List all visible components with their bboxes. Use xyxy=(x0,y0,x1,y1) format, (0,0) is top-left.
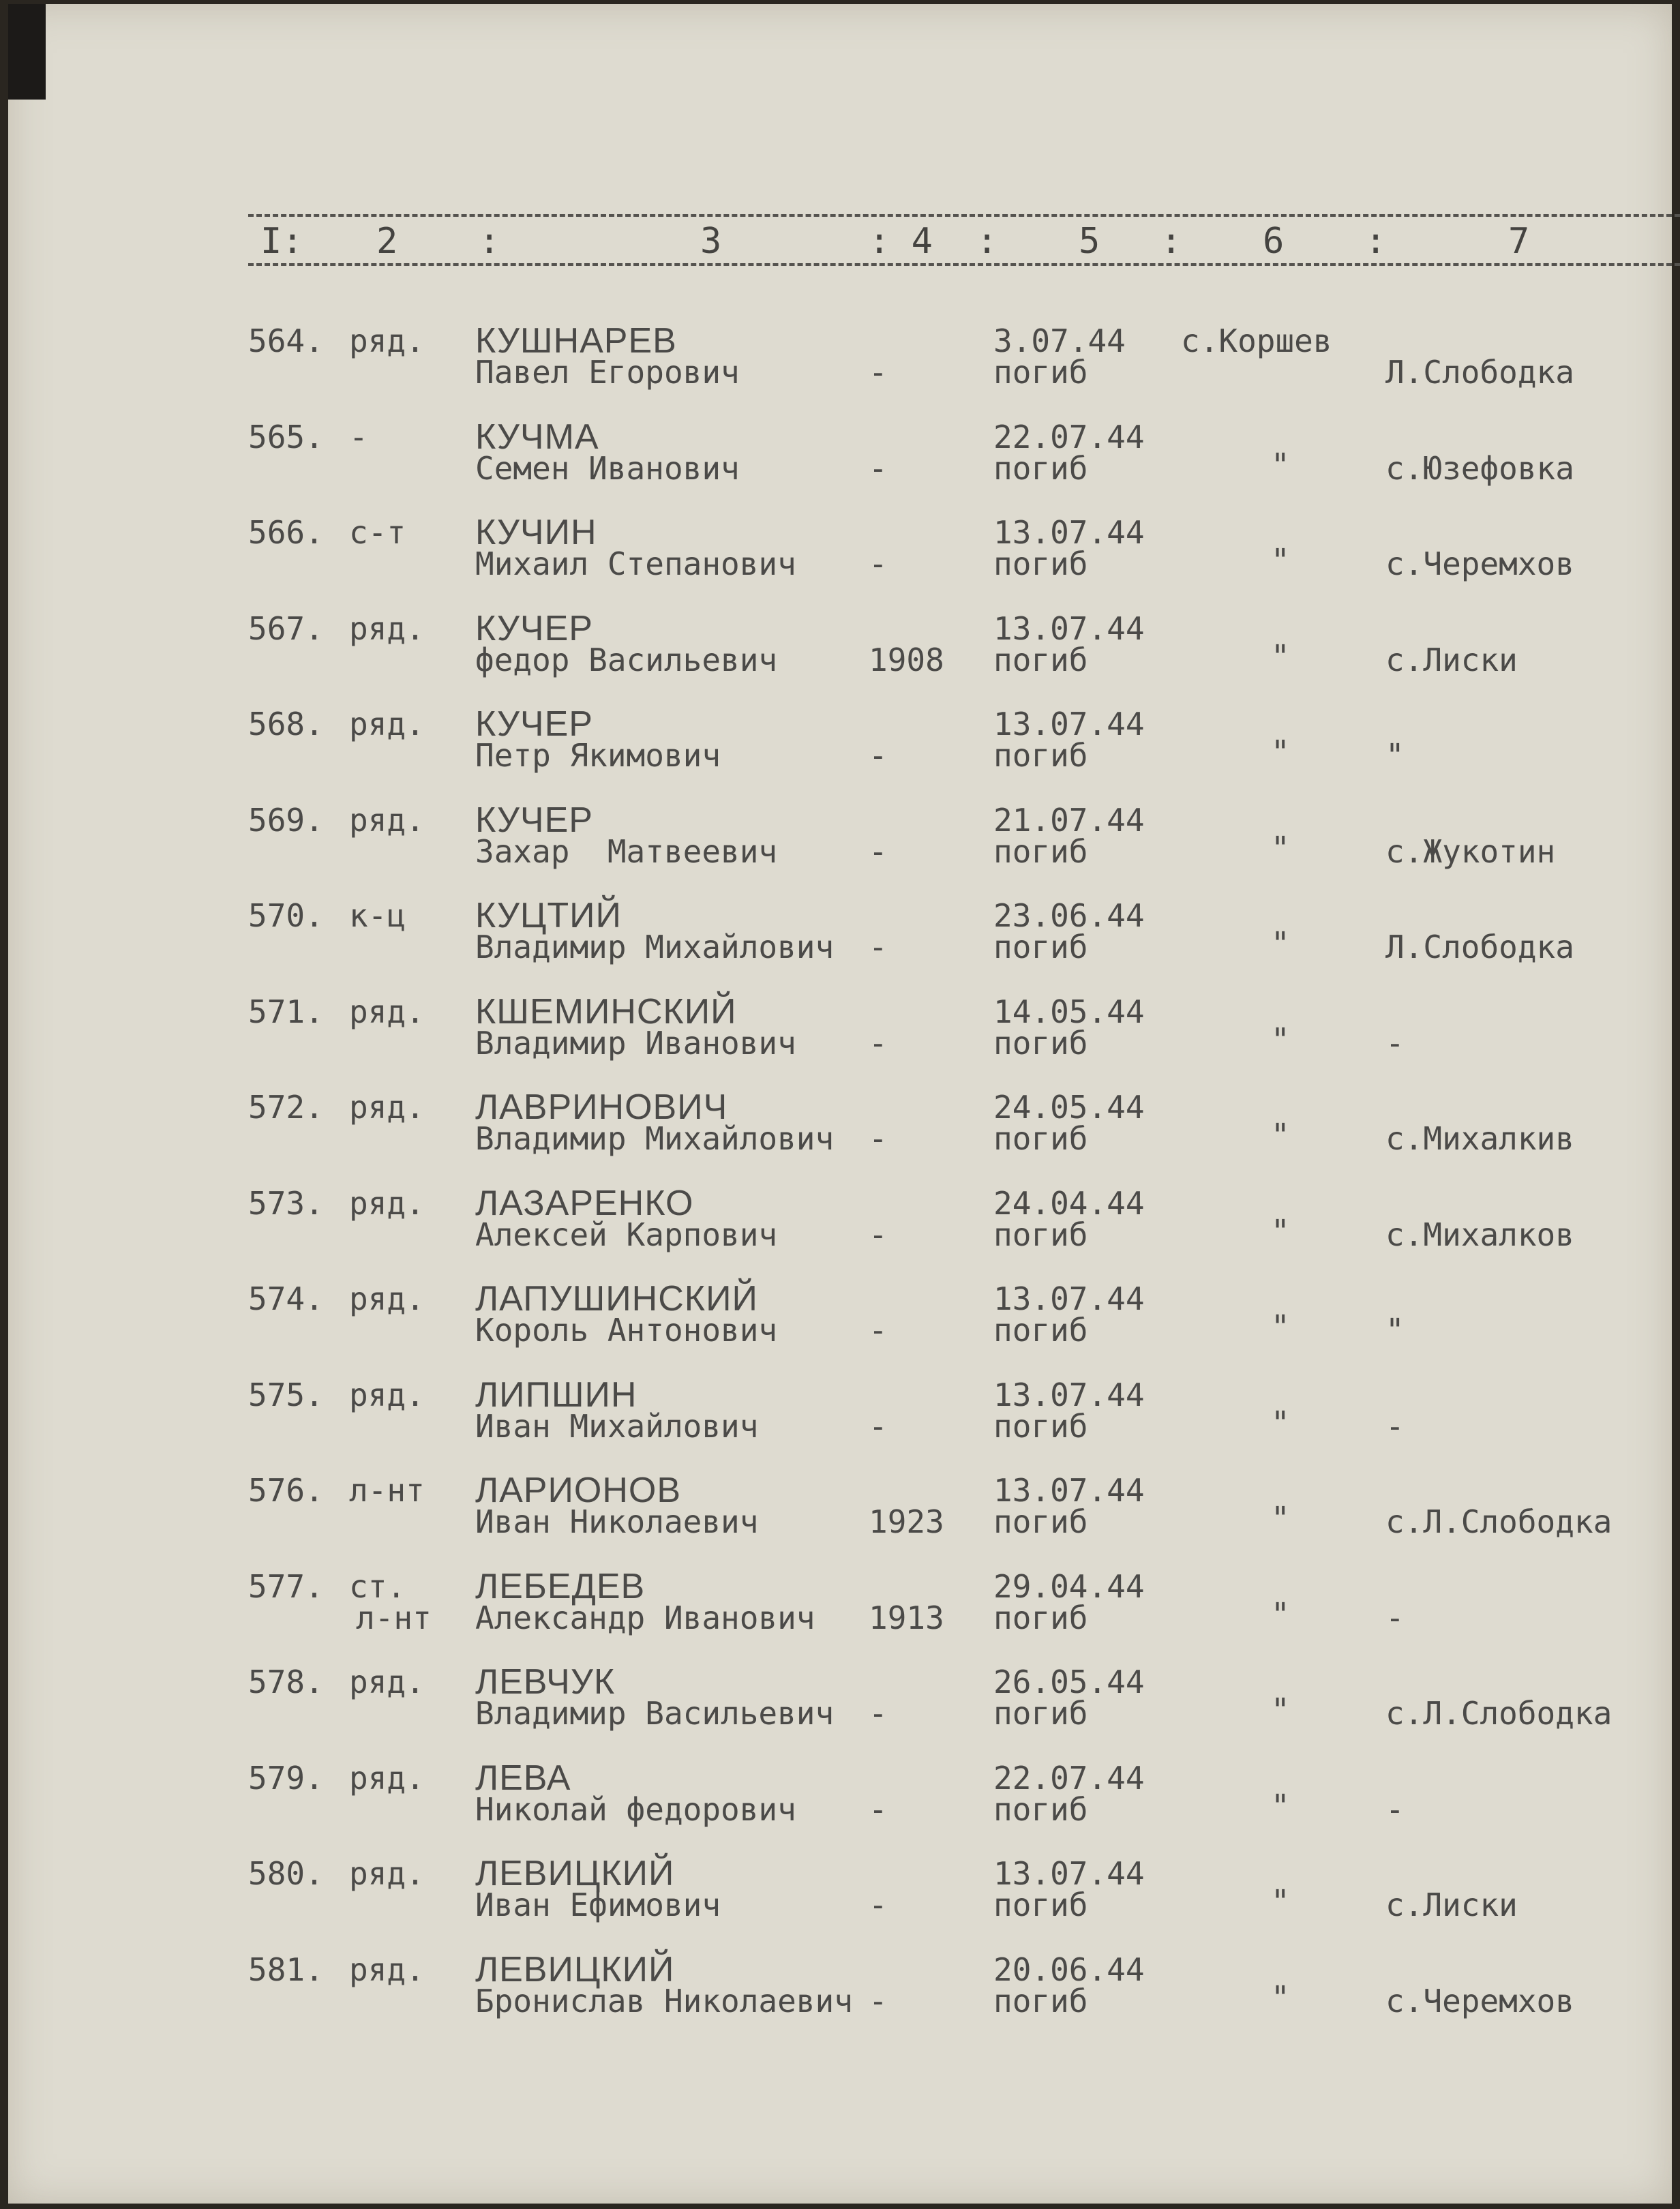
record-num: 567. xyxy=(248,610,324,647)
record-row xyxy=(8,513,1672,612)
document-page xyxy=(8,4,1672,2204)
record-rank: ряд. xyxy=(349,1280,425,1317)
record-given: Король Антонович xyxy=(475,1312,778,1349)
record-status: погиб xyxy=(993,737,1088,774)
header-sep-1: : xyxy=(479,221,500,262)
record-rank2: л-нт xyxy=(356,1599,432,1636)
record-surname: ЛАРИОНОВ xyxy=(475,1471,681,1510)
header-col-2: 2 xyxy=(376,221,398,262)
record-date: 22.07.44 xyxy=(993,418,1145,455)
record-status: погиб xyxy=(993,1216,1088,1253)
record-given: Владимир Васильевич xyxy=(475,1695,835,1732)
record-row xyxy=(8,1374,1672,1474)
record-year: 1923 xyxy=(869,1503,944,1540)
record-rank: с-т xyxy=(349,514,406,551)
record-row xyxy=(8,1087,1672,1186)
record-place: Л.Слободка xyxy=(1385,354,1574,391)
record-surname: ЛАПУШИНСКИЙ xyxy=(475,1279,758,1319)
record-rank: ряд. xyxy=(349,1184,425,1222)
record-num: 571. xyxy=(248,993,324,1030)
record-rank: ряд. xyxy=(349,1951,425,1988)
record-rank: л-нт xyxy=(349,1472,425,1509)
header-dash-bottom xyxy=(248,263,1680,266)
record-given: Владимир Иванович xyxy=(475,1024,796,1062)
record-status: погиб xyxy=(993,1407,1088,1445)
record-row xyxy=(8,896,1672,995)
record-mark: " xyxy=(1271,1500,1290,1537)
record-year: - xyxy=(869,737,888,774)
record-status: погиб xyxy=(993,1599,1088,1636)
record-num: 577. xyxy=(248,1567,324,1605)
record-date: 21.07.44 xyxy=(993,801,1145,839)
record-row xyxy=(8,1471,1672,1569)
record-num: 566. xyxy=(248,514,324,551)
record-place: с.Михалков xyxy=(1385,1216,1574,1253)
record-date: 29.04.44 xyxy=(993,1567,1145,1605)
record-given: Петр Якимович xyxy=(475,737,721,774)
record-surname: ЛАЗАРЕНКО xyxy=(475,1183,694,1223)
record-date: 20.06.44 xyxy=(993,1951,1145,1988)
record-rank: ряд. xyxy=(349,1089,425,1126)
header-col-4: : 4 xyxy=(869,221,933,262)
record-surname: ЛИПШИН xyxy=(475,1374,638,1415)
record-num: 574. xyxy=(248,1280,324,1317)
record-year: 1913 xyxy=(869,1599,944,1636)
record-year: - xyxy=(869,832,888,870)
record-given: Алексей Карпович xyxy=(475,1216,778,1253)
record-year: - xyxy=(869,1407,888,1445)
record-place: " xyxy=(1385,737,1405,774)
record-given: Захар Матвеевич xyxy=(475,832,778,870)
header-sep-3: : xyxy=(1160,221,1182,262)
record-mark: " xyxy=(1271,1692,1290,1728)
record-year: - xyxy=(869,1024,888,1062)
record-status: погиб xyxy=(993,1120,1088,1157)
record-status: погиб xyxy=(993,1982,1088,2019)
record-rank: ряд. xyxy=(349,1664,425,1700)
record-date: 22.07.44 xyxy=(993,1759,1145,1797)
record-date: 13.07.44 xyxy=(993,706,1145,742)
record-year: - xyxy=(869,449,888,487)
record-given: Семен Иванович xyxy=(475,449,740,487)
record-place: с.Юзефовка xyxy=(1385,449,1574,487)
record-year: - xyxy=(869,1887,888,1923)
record-date: 13.07.44 xyxy=(993,514,1145,551)
record-date: 24.04.44 xyxy=(993,1184,1145,1222)
record-date: 13.07.44 xyxy=(993,1376,1145,1413)
record-date: 14.05.44 xyxy=(993,993,1145,1030)
record-row xyxy=(8,321,1672,420)
record-place: - xyxy=(1385,1407,1405,1445)
record-mark: " xyxy=(1271,1308,1290,1345)
record-rank: ряд. xyxy=(349,1759,425,1797)
record-mark: " xyxy=(1271,1404,1290,1441)
record-year: - xyxy=(869,1695,888,1732)
record-year: - xyxy=(869,1216,888,1253)
record-place: - xyxy=(1385,1599,1405,1636)
record-row xyxy=(8,608,1672,708)
record-row xyxy=(8,1758,1672,1857)
record-num: 568. xyxy=(248,706,324,742)
record-row xyxy=(8,1279,1672,1378)
record-year: - xyxy=(869,929,888,965)
record-place: с.Лиски xyxy=(1385,641,1518,678)
record-given: Иван Николаевич xyxy=(475,1503,759,1540)
record-rank: ряд. xyxy=(349,706,425,742)
header-col-7: 7 xyxy=(1508,221,1530,262)
record-rank: ряд. xyxy=(349,1855,425,1892)
record-place: с.Черемхов xyxy=(1385,1982,1574,2019)
record-place: " xyxy=(1385,1312,1405,1349)
record-num: 565. xyxy=(248,418,324,455)
record-surname: КШЕМИНСКИЙ xyxy=(475,991,737,1032)
record-given: Иван Михайлович xyxy=(475,1407,759,1445)
record-date: 26.05.44 xyxy=(993,1664,1145,1700)
record-mark: " xyxy=(1271,637,1290,675)
record-surname: КУШНАРЕВ xyxy=(475,321,677,361)
record-date: 13.07.44 xyxy=(993,1472,1145,1509)
record-mark: " xyxy=(1271,542,1290,579)
header-sep-4: : xyxy=(1365,221,1387,262)
record-status: погиб xyxy=(993,545,1088,582)
record-mark: " xyxy=(1271,1787,1290,1824)
record-given: Николай федорович xyxy=(475,1790,796,1828)
record-year: 1908 xyxy=(869,641,944,678)
record-mark: " xyxy=(1271,1117,1290,1154)
record-surname: КУЧЕР xyxy=(475,800,593,840)
record-year: - xyxy=(869,1120,888,1157)
record-place: с.Лиски xyxy=(1385,1887,1518,1923)
header-col-5: 5 xyxy=(1079,221,1100,262)
record-rank: ряд. xyxy=(349,610,425,647)
record-surname: ЛАВРИНОВИЧ xyxy=(475,1087,728,1127)
header-sep-2: : xyxy=(976,221,998,262)
record-year: - xyxy=(869,1312,888,1349)
record-row xyxy=(8,417,1672,516)
record-place: Л.Слободка xyxy=(1385,929,1574,965)
record-surname: КУЧЕР xyxy=(475,704,593,744)
record-status: погиб xyxy=(993,354,1088,391)
record-status: погиб xyxy=(993,1790,1088,1828)
record-date: 13.07.44 xyxy=(993,610,1145,647)
binder-tab xyxy=(8,4,46,100)
record-num: 581. xyxy=(248,1951,324,1988)
record-rank: - xyxy=(349,418,368,455)
record-num: 575. xyxy=(248,1376,324,1413)
record-mark: " xyxy=(1271,446,1290,483)
record-num: 564. xyxy=(248,322,324,359)
record-mark: " xyxy=(1271,1021,1290,1058)
record-mark: " xyxy=(1271,734,1290,770)
record-mark: " xyxy=(1271,1212,1290,1250)
record-rank: ряд. xyxy=(349,993,425,1030)
record-date: 23.06.44 xyxy=(993,897,1145,934)
record-status: погиб xyxy=(993,449,1088,487)
record-row xyxy=(8,991,1672,1091)
record-num: 576. xyxy=(248,1472,324,1509)
record-num: 579. xyxy=(248,1759,324,1797)
record-place: с.Михалкив xyxy=(1385,1120,1574,1157)
record-row xyxy=(8,1854,1672,1953)
record-rank: к-ц xyxy=(349,897,406,934)
record-num: 573. xyxy=(248,1184,324,1222)
header-col-1: I: xyxy=(260,221,303,262)
record-surname: КУЧЕР xyxy=(475,608,593,648)
record-surname: ЛЕВА xyxy=(475,1758,571,1798)
record-status: погиб xyxy=(993,832,1088,870)
record-given: Владимир Михайлович xyxy=(475,1120,835,1157)
record-num: 580. xyxy=(248,1855,324,1892)
record-given: Павел Егорович xyxy=(475,354,740,391)
header-dash-top xyxy=(248,214,1680,217)
record-rank: ст. xyxy=(349,1567,406,1605)
header-col-6: 6 xyxy=(1263,221,1285,262)
record-row xyxy=(8,1662,1672,1761)
record-year: - xyxy=(869,1982,888,2019)
record-year: - xyxy=(869,1790,888,1828)
record-row xyxy=(8,1183,1672,1282)
record-date: 3.07.44 xyxy=(993,322,1126,359)
record-given: федор Васильевич xyxy=(475,641,778,678)
record-status: погиб xyxy=(993,1503,1088,1540)
record-status: погиб xyxy=(993,929,1088,965)
record-surname: КУЧМА xyxy=(475,417,599,457)
record-year: - xyxy=(869,354,888,391)
record-place: с.Л.Слободка xyxy=(1385,1503,1612,1540)
record-surname: КУЧИН xyxy=(475,513,597,552)
record-status: погиб xyxy=(993,1024,1088,1062)
header-col-3: 3 xyxy=(700,221,722,262)
record-num: 572. xyxy=(248,1089,324,1126)
record-row xyxy=(8,704,1672,803)
record-rank: ряд. xyxy=(349,801,425,839)
record-num: 569. xyxy=(248,801,324,839)
record-mark: " xyxy=(1271,1883,1290,1920)
record-mark: " xyxy=(1271,1595,1290,1633)
record-year: - xyxy=(869,545,888,582)
record-row xyxy=(8,800,1672,899)
record-given: Александр Иванович xyxy=(475,1599,815,1636)
record-mark: " xyxy=(1271,1979,1290,2016)
record-surname: ЛЕВИЦКИЙ xyxy=(475,1854,675,1893)
record-mark: " xyxy=(1271,925,1290,962)
record-status: погиб xyxy=(993,1887,1088,1923)
record-num: 578. xyxy=(248,1664,324,1700)
record-place: с.Жукотин xyxy=(1385,832,1556,870)
record-place: с.Л.Слободка xyxy=(1385,1695,1612,1732)
record-given: Иван Ефимович xyxy=(475,1887,721,1923)
record-place: - xyxy=(1385,1790,1405,1828)
record-status: погиб xyxy=(993,641,1088,678)
record-place: с.Черемхов xyxy=(1385,545,1574,582)
record-given: Михаил Степанович xyxy=(475,545,796,582)
record-num: 570. xyxy=(248,897,324,934)
record-rank: ряд. xyxy=(349,1376,425,1413)
record-village: с.Коршев xyxy=(1181,322,1332,359)
record-place: - xyxy=(1385,1024,1405,1062)
record-mark: " xyxy=(1271,829,1290,867)
record-status: погиб xyxy=(993,1695,1088,1732)
record-given: Владимир Михайлович xyxy=(475,929,835,965)
record-date: 13.07.44 xyxy=(993,1280,1145,1317)
record-date: 13.07.44 xyxy=(993,1855,1145,1892)
record-surname: КУЦТИЙ xyxy=(475,896,622,935)
record-surname: ЛЕВИЦКИЙ xyxy=(475,1949,675,1989)
record-row xyxy=(8,1566,1672,1666)
record-rank: ряд. xyxy=(349,322,425,359)
record-given: Бронислав Николаевич xyxy=(475,1982,853,2019)
record-date: 24.05.44 xyxy=(993,1089,1145,1126)
record-status: погиб xyxy=(993,1312,1088,1349)
record-row xyxy=(8,1949,1672,2049)
record-surname: ЛЕБЕДЕВ xyxy=(475,1566,646,1606)
record-surname: ЛЕВЧУК xyxy=(475,1662,616,1702)
